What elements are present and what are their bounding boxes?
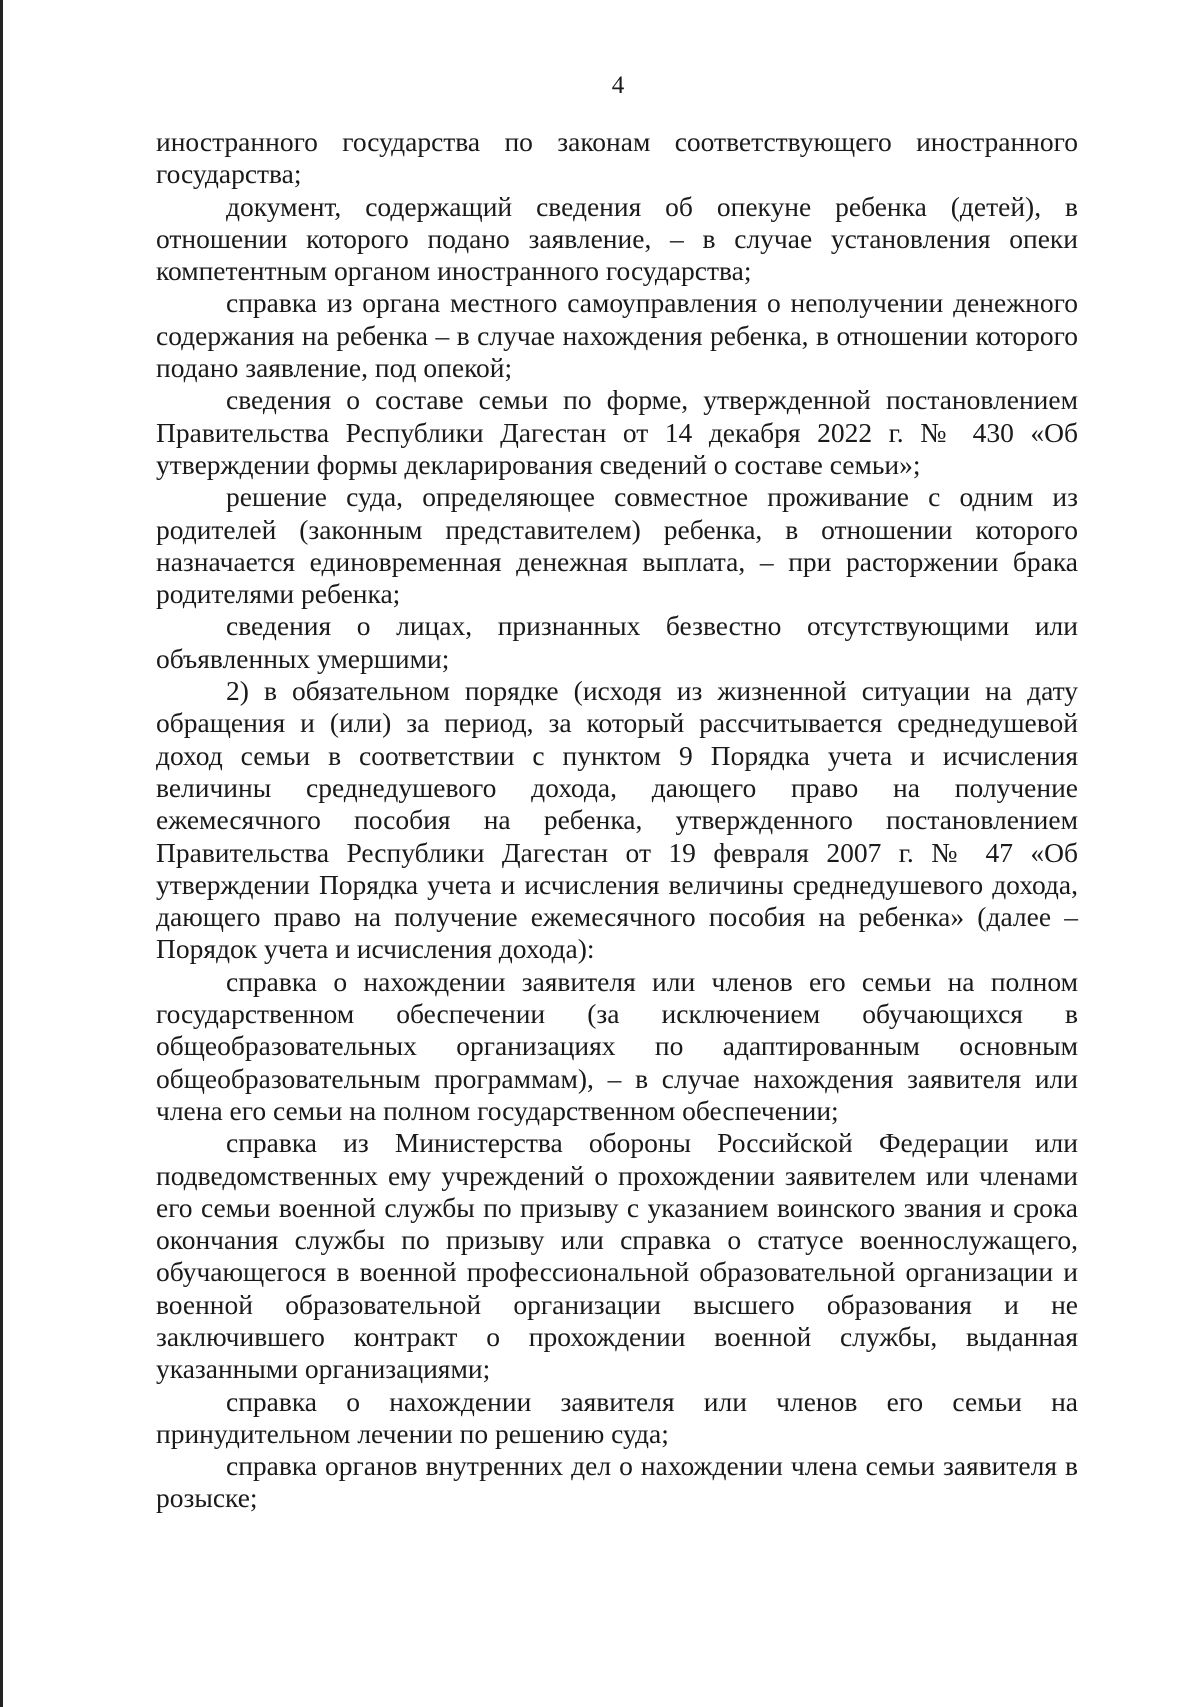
document-body — [156, 126, 1078, 1515]
paragraph-mandatory-order: 2) в обязательном порядке (исходя из жизненной ситуации на дату обращения и (или) за период, за который рассчитывается среднедушевой доход семьи в соответствии с пунктом 9 Порядка учета и исчисления величины среднедушевого дохода, дающего право на получение ежемесячного пособия на ребенка, утвержденного постановлением Правительства Республики Дагестан от 19 февраля 2007 г. № 47 «Об утверждении Порядка учета и исчисления величины среднедушевого дохода, дающего право на получение ежемесячного пособия на ребенка» (далее – Порядок учета и исчисления дохода): — [156, 675, 1078, 965]
paragraph-state-support-certificate: справка о нахождении заявителя или членов его семьи на полном государственном обеспечении (за исключением обучающихся в общеобразовательных организациях по адаптированным основным общеобразовательным программам), – в случае нахождения заявителя или члена его семьи на полном государственном обеспечении; — [156, 965, 1078, 1126]
scan-edge-line — [0, 0, 3, 1707]
paragraph-guardian-document: документ, содержащий сведения об опекуне ребенка (детей), в отношении которого подано заявление, – в случае установления опеки компетентным органом иностранного государства; — [156, 190, 1078, 287]
paragraph-court-decision: решение суда, определяющее совместное проживание с одним из родителей (законным представителем) ребенка, в отношении которого назначается единовременная денежная выплата, – при расторжении брака родителями ребенка; — [156, 481, 1078, 610]
paragraph-family-composition: сведения о составе семьи по форме, утвержденной постановлением Правительства Республики Дагестан от 14 декабря 2022 г. № 430 «Об утверждении формы декларирования сведений о составе семьи»; — [156, 384, 1078, 480]
paragraph-military-service-certificate: справка из Министерства обороны Российской Федерации или подведомственных ему учреждений о прохождении заявителем или членами его семьи военной службы по призыву с указанием воинского звания и срока окончания службы по призыву или справка о статусе военнослужащего, обучающегося в военной профессиональной образовательной организации и военной образовательной организации высшего образования и не заключившего контракт о прохождении военной службы, выданная указанными организациями; — [156, 1127, 1078, 1385]
page-number: 4 — [611, 72, 625, 99]
paragraph-compulsory-treatment: справка о нахождении заявителя или членов его семьи на принудительном лечении по решению суда; — [156, 1385, 1078, 1449]
paragraph-wanted-person: справка органов внутренних дел о нахождении члена семьи заявителя в розыске; — [156, 1450, 1078, 1514]
paragraph-local-government-certificate: справка из органа местного самоуправления о неполучении денежного содержания на ребенка – в случае нахождения ребенка, в отношении которого подано заявление, под опекой; — [156, 287, 1078, 384]
paragraph-continuation: иностранного государства по законам соответствующего иностранного государства; — [156, 126, 1078, 190]
paragraph-missing-persons: сведения о лицах, признанных безвестно отсутствующими или объявленных умершими; — [156, 610, 1078, 674]
